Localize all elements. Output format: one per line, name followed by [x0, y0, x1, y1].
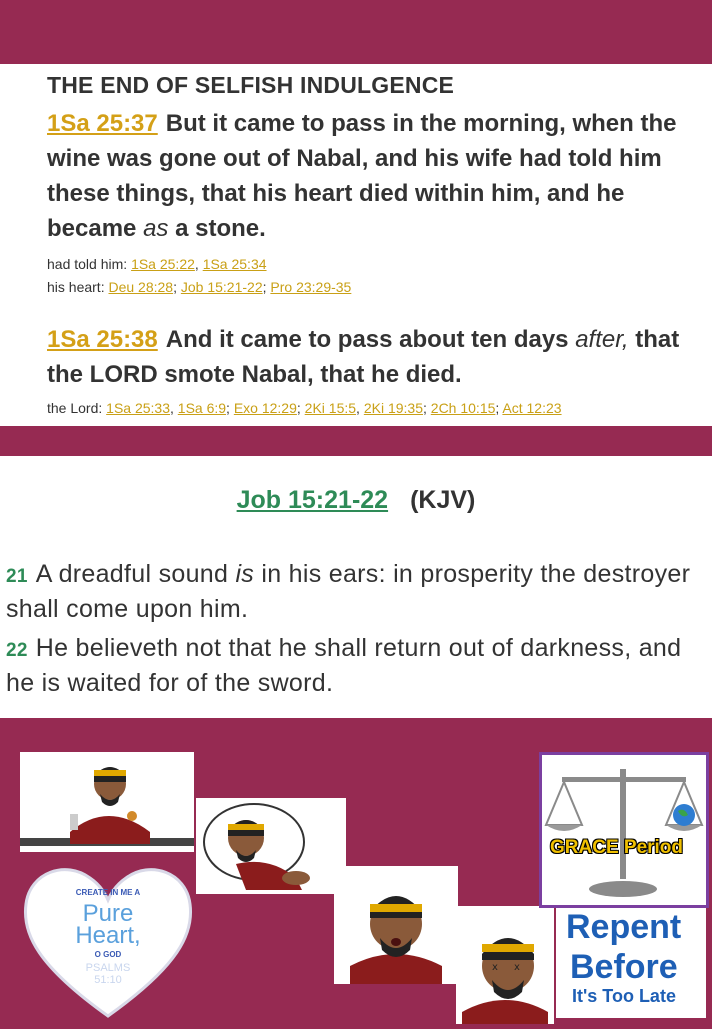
- repent-text: Repent: [566, 908, 682, 946]
- cross-ref-label: the Lord:: [47, 400, 103, 416]
- cross-ref-link[interactable]: Deu 28:28: [108, 279, 174, 295]
- cross-ref-row: his heart: Deu 28:28; Job 15:21-22; Pro 23:29-35: [47, 279, 352, 295]
- scales-icon: [542, 755, 706, 905]
- grace-period-image: [539, 752, 709, 908]
- heart-ogod: O GOD: [94, 950, 122, 959]
- verse-1sa-25-37: [47, 106, 687, 246]
- cross-ref-link[interactable]: Pro 23:29-35: [270, 279, 352, 295]
- nabal-drinking-image: [20, 752, 194, 852]
- svg-text:x: x: [492, 962, 498, 973]
- before-text: Before: [570, 948, 678, 986]
- heart-psalms: PSALMS: [85, 962, 131, 974]
- cartoon-card-worried: [334, 866, 458, 984]
- repent-before-image: [556, 908, 706, 1018]
- cross-ref-row: the Lord: 1Sa 25:33, 1Sa 6:9; Exo 12:29; 2Ki 15:5, 2Ki 19:35; 2Ch 10:15; Act 12:23: [47, 400, 562, 416]
- cross-ref-label: had told him:: [47, 256, 128, 272]
- verse-text: He believeth not that he shall return out of darkness, and he is waited for of the sword.: [6, 634, 682, 697]
- cross-ref-link[interactable]: Exo 12:29: [233, 400, 297, 416]
- cross-ref-link[interactable]: 1Sa 25:22: [131, 256, 195, 272]
- verse-text: that the LORD smote Nabal, that he died.: [47, 326, 680, 388]
- verse-ref-link[interactable]: 1Sa 25:38: [47, 326, 158, 353]
- cross-ref-label: his heart:: [47, 279, 105, 295]
- verse-ref-link[interactable]: 1Sa 25:37: [47, 110, 158, 137]
- kjv-header: [0, 486, 712, 515]
- kjv-ref-link[interactable]: Job 15:21-22: [236, 486, 389, 514]
- cross-ref-link[interactable]: Job 15:21-22: [180, 279, 263, 295]
- verse-text: But it came to pass in the morning, when the wine was gone out of Nabal, and his wife had told him these things, that his heart died within him, and he became: [47, 110, 677, 242]
- cartoon-card-stone: [456, 906, 554, 1024]
- cross-ref-link[interactable]: 1Sa 25:33: [106, 400, 170, 416]
- verse-number: 21: [6, 566, 28, 587]
- nabal-worried-image: [334, 866, 458, 984]
- cartoon-card-drinking: [20, 752, 194, 852]
- cross-ref-row: had told him: 1Sa 25:22, 1Sa 25:34: [47, 256, 267, 272]
- cross-ref-link[interactable]: 1Sa 6:9: [177, 400, 227, 416]
- heart-heart: Heart,: [75, 922, 141, 949]
- verse-text: A dreadful sound: [35, 560, 236, 588]
- cross-ref-link[interactable]: 2Ch 10:15: [430, 400, 496, 416]
- verse-1sa-25-38: [47, 322, 687, 392]
- nabal-stone-image: [456, 906, 554, 1024]
- svg-text:x: x: [514, 962, 520, 973]
- heart-caption: CREATE IN ME A: [75, 888, 141, 897]
- verse-italic: after,: [575, 326, 629, 353]
- nabal-thinking-image: [196, 798, 346, 894]
- verse-number: 22: [6, 640, 28, 661]
- cross-ref-link[interactable]: Act 12:23: [502, 400, 562, 416]
- heart-verse: 51:10: [94, 974, 122, 986]
- cross-ref-link[interactable]: 2Ki 19:35: [363, 400, 423, 416]
- cross-ref-link[interactable]: 1Sa 25:34: [202, 256, 267, 272]
- verse-text: a stone.: [168, 215, 266, 242]
- page-title: THE END OF SELFISH INDULGENCE: [47, 72, 455, 98]
- version-label: (KJV): [410, 486, 476, 514]
- pure-heart-image: [18, 856, 198, 1024]
- too-late-text: It's Too Late: [572, 986, 676, 1006]
- cartoon-card-thinking: [196, 798, 346, 894]
- heart-pure: Pure: [82, 900, 134, 927]
- verse-text: And it came to pass about ten days: [165, 326, 576, 353]
- verse-text: in his ears: in prosperity the destroyer shall come upon him.: [6, 560, 691, 623]
- verse-21: [6, 558, 706, 626]
- verse-22: [6, 632, 706, 700]
- grace-period-text: GRACE Period: [550, 837, 684, 858]
- cross-ref-link[interactable]: 2Ki 15:5: [304, 400, 357, 416]
- verse-italic: is: [235, 560, 255, 588]
- verse-italic: as: [143, 215, 169, 242]
